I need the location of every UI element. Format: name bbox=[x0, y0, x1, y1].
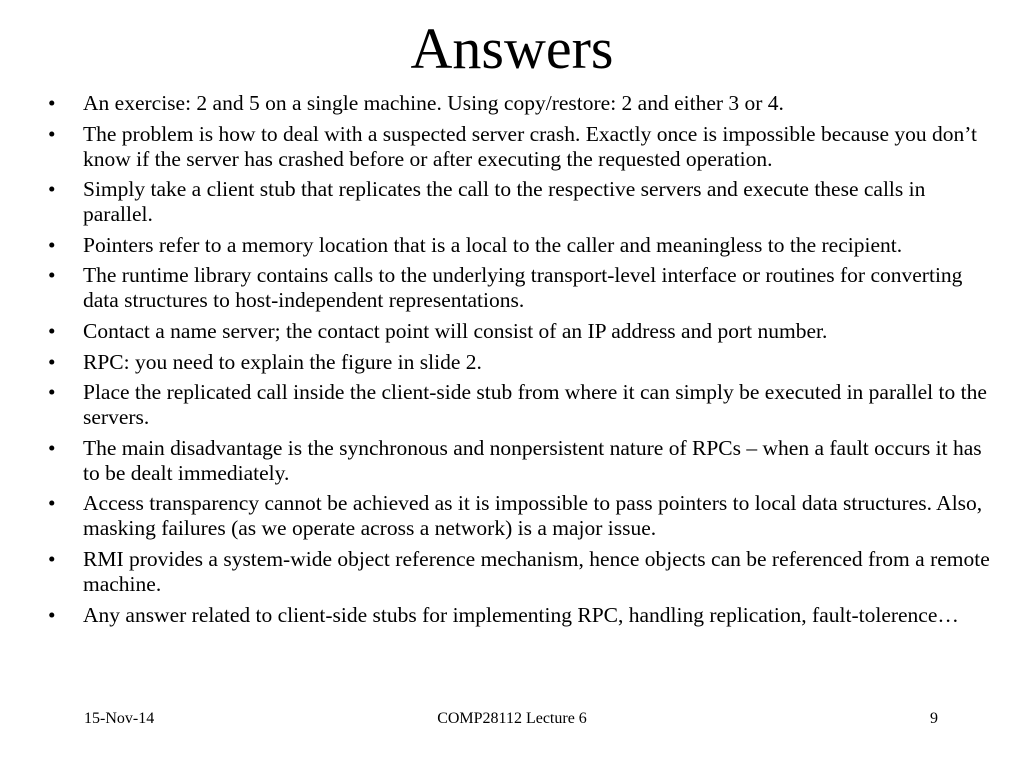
bullet-item bbox=[48, 122, 996, 172]
slide-title: Answers bbox=[410, 16, 614, 81]
bullet-text: Place the replicated call inside the client-side stub from where it can simply be executed in parallel to the servers. bbox=[83, 380, 987, 430]
footer-date: 15-Nov-14 bbox=[84, 710, 155, 727]
bullet-text: Any answer related to client-side stubs for implementing RPC, handling replication, fault-tolerence… bbox=[83, 602, 959, 627]
bullet-item bbox=[48, 603, 996, 628]
bullet-text: Pointers refer to a memory location that is a local to the caller and meaningless to the recipient. bbox=[83, 232, 903, 257]
bullet-symbol: • bbox=[48, 602, 56, 627]
bullet-text: The main disadvantage is the synchronous and nonpersistent nature of RPCs – when a fault occurs it has to be dealt immediately. bbox=[83, 435, 982, 485]
bullet-symbol: • bbox=[48, 177, 56, 202]
bullet-symbol: • bbox=[48, 349, 56, 374]
bullet-symbol: • bbox=[48, 121, 56, 146]
bullet-symbol: • bbox=[48, 318, 56, 343]
bullet-text: The problem is how to deal with a suspected server crash. Exactly once is impossible because you don’t know if the server has crashed before or after executing the requested operation. bbox=[83, 121, 978, 171]
bullet-text: Contact a name server; the contact point will consist of an IP address and port number. bbox=[83, 318, 828, 343]
bullet-item bbox=[48, 177, 996, 227]
bullet-symbol: • bbox=[48, 380, 56, 405]
bullet-text: The runtime library contains calls to the underlying transport-level interface or routines for converting data structures to host-independent representations. bbox=[83, 263, 963, 313]
footer-course: COMP28112 Lecture 6 bbox=[437, 710, 587, 727]
bullet-item bbox=[48, 380, 996, 430]
bullet-item bbox=[48, 263, 996, 313]
bullet-item bbox=[48, 319, 996, 344]
bullet-symbol: • bbox=[48, 435, 56, 460]
bullet-symbol: • bbox=[48, 491, 56, 516]
bullet-item bbox=[48, 436, 996, 486]
bullet-item bbox=[48, 547, 996, 597]
bullet-text: RMI provides a system-wide object reference mechanism, hence objects can be referenced from a remote machine. bbox=[83, 546, 990, 596]
bullet-item bbox=[48, 491, 996, 541]
bullet-text: Access transparency cannot be achieved as it is impossible to pass pointers to local data structures. Also, masking failures (as we operate across a network) is a major issue. bbox=[83, 491, 983, 541]
bullet-item bbox=[48, 91, 996, 116]
footer-page-number: 9 bbox=[930, 710, 938, 727]
bullet-list bbox=[48, 91, 996, 633]
bullet-symbol: • bbox=[48, 263, 56, 288]
bullet-text: Simply take a client stub that replicates the call to the respective servers and execute these calls in parallel. bbox=[83, 177, 926, 227]
bullet-item bbox=[48, 233, 996, 258]
bullet-symbol: • bbox=[48, 91, 56, 115]
bullet-text: An exercise: 2 and 5 on a single machine. Using copy/restore: 2 and either 3 or 4. bbox=[83, 91, 784, 115]
bullet-symbol: • bbox=[48, 546, 56, 571]
bullet-text: RPC: you need to explain the figure in slide 2. bbox=[83, 349, 482, 374]
bullet-symbol: • bbox=[48, 232, 56, 257]
bullet-item bbox=[48, 350, 996, 375]
